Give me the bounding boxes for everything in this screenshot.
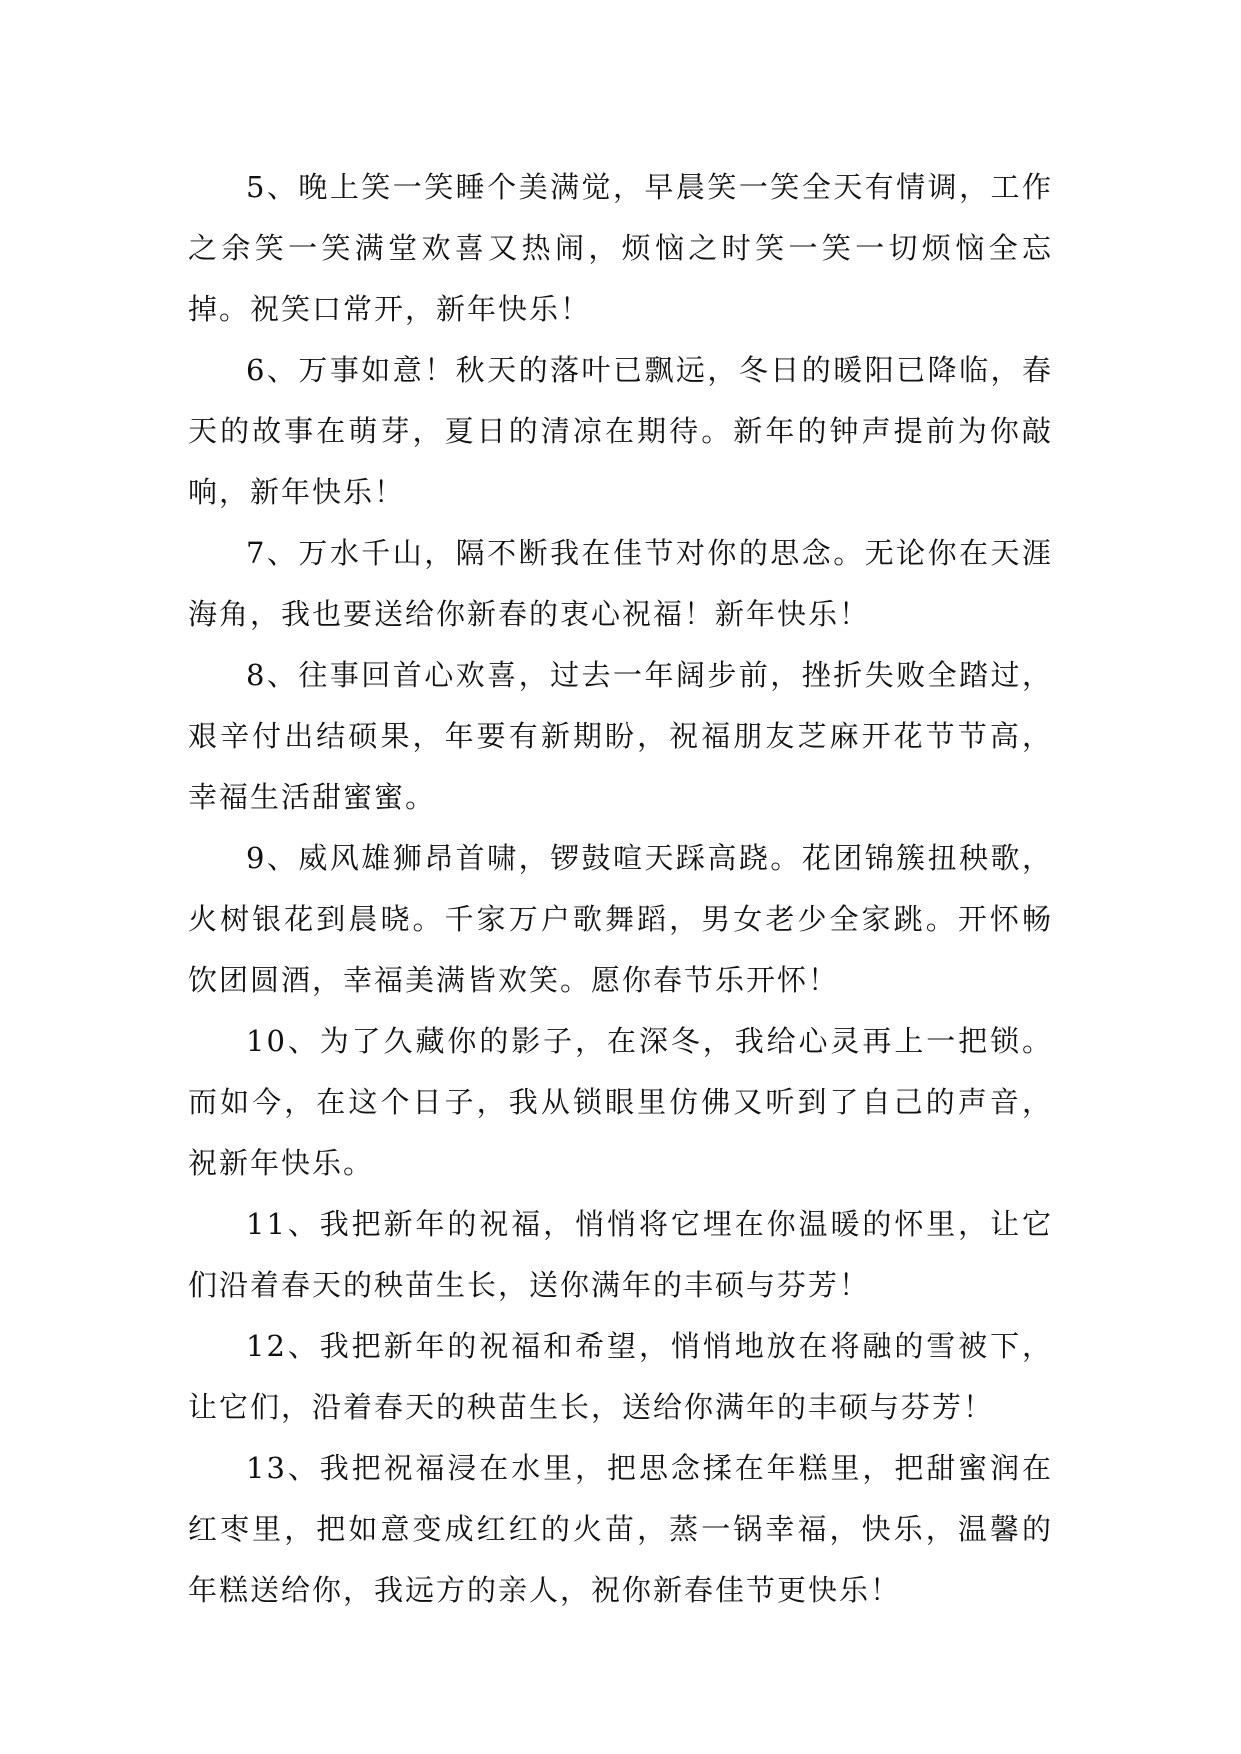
paragraph-item-5: 5、晚上笑一笑睡个美满觉，早晨笑一笑全天有情调，工作之余笑一笑满堂欢喜又热闹，烦恼之时笑一笑一切烦恼全忘掉。祝笑口常开，新年快乐！ — [188, 170, 1053, 326]
paragraph-item-13: 13、我把祝福浸在水里，把思念揉在年糕里，把甜蜜润在红枣里，把如意变成红红的火苗，蒸一锅幸福，快乐，温馨的年糕送给你，我远方的亲人，祝你新春佳节更快乐！ — [188, 1451, 1053, 1607]
paragraph-item-9: 9、威风雄狮昂首啸，锣鼓喧天踩高跷。花团锦簇扭秧歌，火树银花到晨晓。千家万户歌舞蹈，男女老少全家跳。开怀畅饮团圆酒，幸福美满皆欢笑。愿你春节乐开怀！ — [188, 841, 1053, 997]
paragraph-item-7: 7、万水千山，隔不断我在佳节对你的思念。无论你在天涯海角，我也要送给你新春的衷心祝福！新年快乐！ — [188, 536, 1053, 631]
paragraph-item-11: 11、我把新年的祝福，悄悄将它埋在你温暖的怀里，让它们沿着春天的秧苗生长，送你满年的丰硕与芬芳！ — [188, 1207, 1053, 1302]
paragraph-item-8: 8、往事回首心欢喜，过去一年阔步前，挫折失败全踏过，艰辛付出结硕果，年要有新期盼，祝福朋友芝麻开花节节高，幸福生活甜蜜蜜。 — [188, 658, 1053, 814]
paragraph-item-6: 6、万事如意！秋天的落叶已飘远，冬日的暖阳已降临，春天的故事在萌芽，夏日的清凉在期待。新年的钟声提前为你敲响，新年快乐！ — [188, 353, 1053, 509]
paragraph-item-10: 10、为了久藏你的影子，在深冬，我给心灵再上一把锁。而如今，在这个日子，我从锁眼里仿佛又听到了自己的声音，祝新年快乐。 — [188, 1024, 1053, 1180]
paragraph-item-12: 12、我把新年的祝福和希望，悄悄地放在将融的雪被下，让它们，沿着春天的秧苗生长，送给你满年的丰硕与芬芳！ — [188, 1329, 1053, 1424]
document-body — [188, 157, 1053, 1621]
